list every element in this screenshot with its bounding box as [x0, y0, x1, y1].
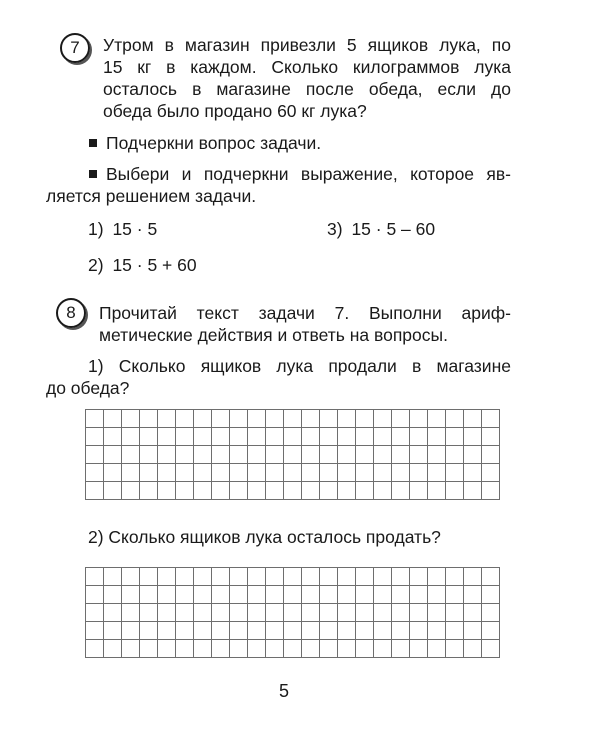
task-8-number-badge: [56, 298, 86, 328]
task-7-number: 7: [70, 38, 80, 57]
option-2-label: 2): [88, 255, 104, 275]
task-7-instruction-1: Подчеркни вопрос задачи.: [89, 132, 321, 154]
page-number: 5: [279, 681, 290, 701]
task-8-text-line-2: метические действия и ответь на вопросы.: [99, 325, 448, 345]
option-3-label: 3): [327, 219, 343, 239]
task-7-number-badge: [60, 33, 90, 63]
option-1-expression: 15 · 5: [112, 219, 158, 239]
task-7-text-line-2: 15 кг в каждом. Сколько килограммов лука: [103, 57, 511, 77]
option-1-label: 1): [88, 219, 104, 239]
task-8-text-line-1: Прочитай текст задачи 7. Выполни ариф-: [99, 303, 511, 323]
answer-grid-1[interactable]: [85, 409, 500, 500]
option-2[interactable]: [88, 254, 197, 276]
task-8-question-1-line-1: 1) Сколько ящиков лука продали в магазине: [88, 356, 511, 376]
task-8-question-2: 2) Сколько ящиков лука осталось продать?: [88, 527, 441, 547]
bullet-icon: [89, 170, 97, 178]
task-7-instruction-2-line-2: ляется решением задачи.: [46, 186, 257, 206]
task-8-question-1-line-2: до обеда?: [46, 378, 130, 398]
option-1[interactable]: [88, 218, 157, 240]
task-8-number: 8: [66, 303, 76, 322]
task-7-text-line-3: осталось в магазине после обеда, если до: [103, 79, 511, 99]
answer-grid-2[interactable]: [85, 567, 500, 658]
task-7-text-line-4: обеда было продано 60 кг лука?: [103, 101, 367, 121]
task-7-text-line-1: Утром в магазин привезли 5 ящиков лука, по: [103, 35, 511, 55]
bullet-icon: [89, 139, 97, 147]
task-7-instruction-2-line-1: Выбери и подчеркни выражение, которое яв-: [89, 163, 511, 185]
option-3-expression: 15 · 5 – 60: [351, 219, 436, 239]
option-3[interactable]: [327, 218, 435, 240]
option-2-expression: 15 · 5 + 60: [112, 255, 197, 275]
